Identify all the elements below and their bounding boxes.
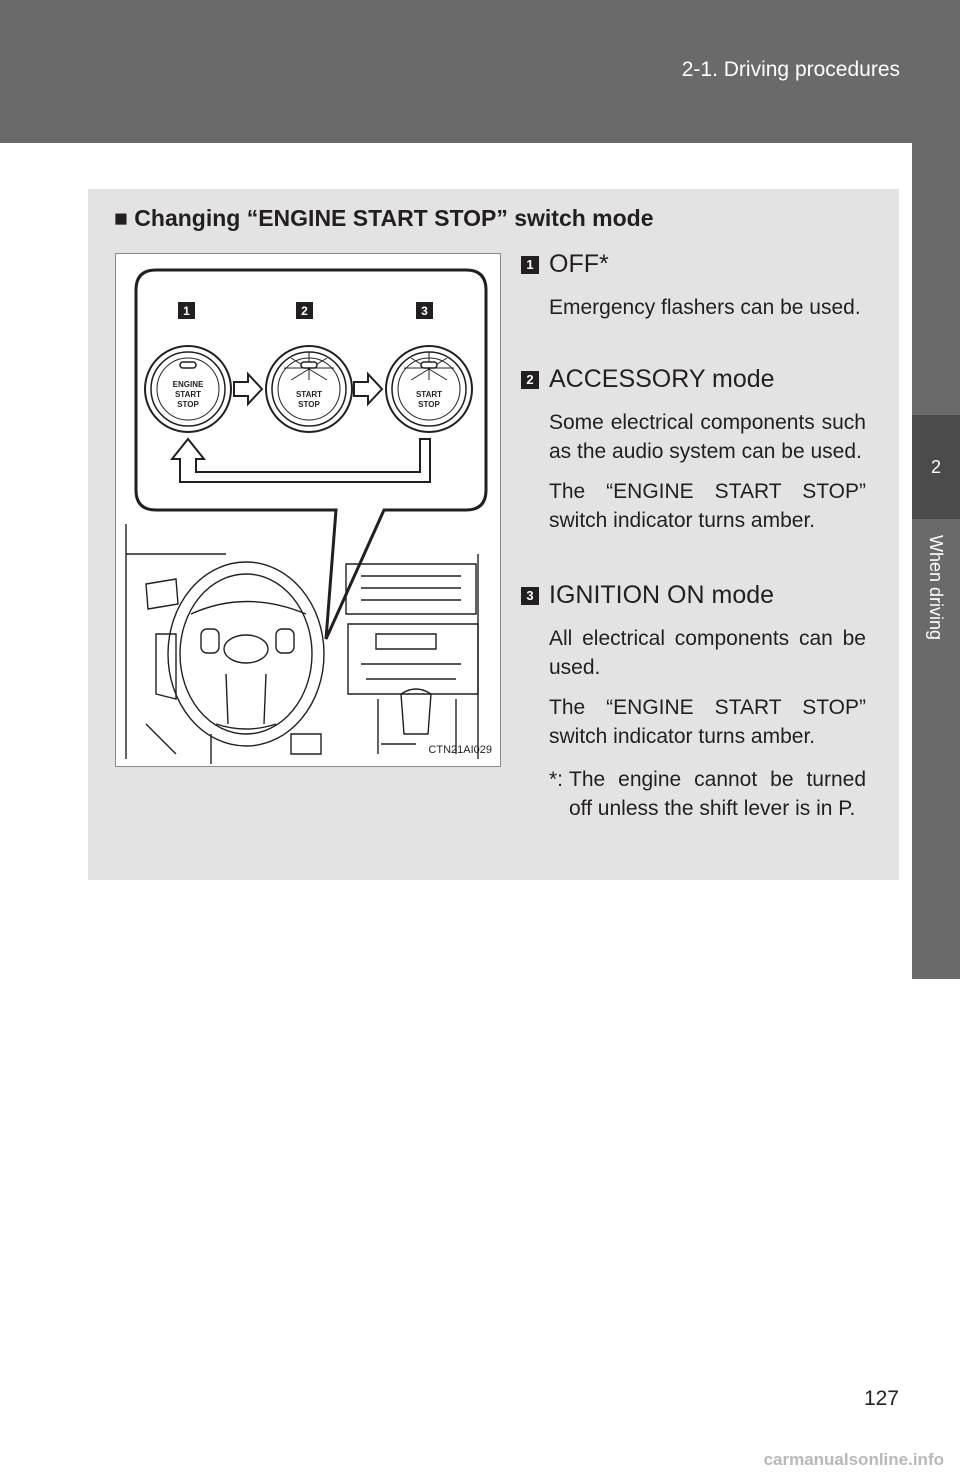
mode-description: Some electrical components such as the audio system can be used. (549, 411, 866, 463)
footnote-mark: *: (549, 768, 564, 791)
page-header (0, 0, 960, 143)
svg-text:START: START (415, 390, 443, 399)
footnote (521, 765, 866, 823)
mode-description: The “ENGINE START STOP” switch indicator turns amber. (549, 480, 866, 532)
dashboard-drawing (116, 254, 500, 766)
switch-accessory-icon (266, 346, 352, 432)
svg-text:START: START (295, 390, 323, 399)
mode-name: ACCESSORY mode (549, 365, 775, 393)
badge-3-text: 3 (421, 304, 428, 318)
svg-text:START: START (174, 390, 202, 399)
mode-name: OFF* (549, 250, 609, 278)
svg-text:STOP: STOP (418, 400, 440, 409)
mode-name: IGNITION ON mode (549, 581, 775, 609)
watermark: carmanualsonline.info (763, 1450, 944, 1469)
switch-off-icon (145, 346, 231, 432)
mode-description: Emergency flashers can be used. (549, 296, 861, 319)
mode-ignition-on (521, 580, 866, 751)
chapter-label: When driving (926, 535, 946, 641)
mode-heading (521, 249, 866, 279)
page-number: 127 (863, 1387, 899, 1410)
svg-text:STOP: STOP (177, 400, 199, 409)
switch-ignition-icon (386, 346, 472, 432)
mode-number-badge: 3 (521, 587, 539, 605)
mode-number-badge: 1 (521, 256, 539, 274)
svg-text:ENGINE: ENGINE (172, 380, 204, 389)
badge-1-text: 1 (183, 304, 190, 318)
mode-heading (521, 580, 866, 610)
mode-heading (521, 364, 866, 394)
badge-2-text: 2 (301, 304, 308, 318)
side-tab-upper (912, 143, 960, 415)
footnote-text: The engine cannot be turned off unless the shift lever is in P. (569, 768, 866, 820)
dashboard-sketch-icon (126, 524, 478, 764)
mode-description: All electrical components can be used. (549, 627, 866, 679)
svg-text:STOP: STOP (298, 400, 320, 409)
switch-mode-illustration (115, 253, 501, 767)
chapter-number-tab: 2 (912, 415, 960, 519)
mode-description: The “ENGINE START STOP” switch indicator turns amber. (549, 696, 866, 748)
side-tab-lower (912, 519, 960, 979)
section-title: ■ Changing “ENGINE START STOP” switch mode (114, 205, 654, 231)
figure-code: CTN21AI029 (428, 744, 492, 756)
info-panel (88, 189, 899, 880)
mode-off (521, 249, 866, 322)
mode-number-badge: 2 (521, 371, 539, 389)
section-header-title: 2-1. Driving procedures (681, 58, 900, 81)
mode-accessory (521, 364, 866, 535)
